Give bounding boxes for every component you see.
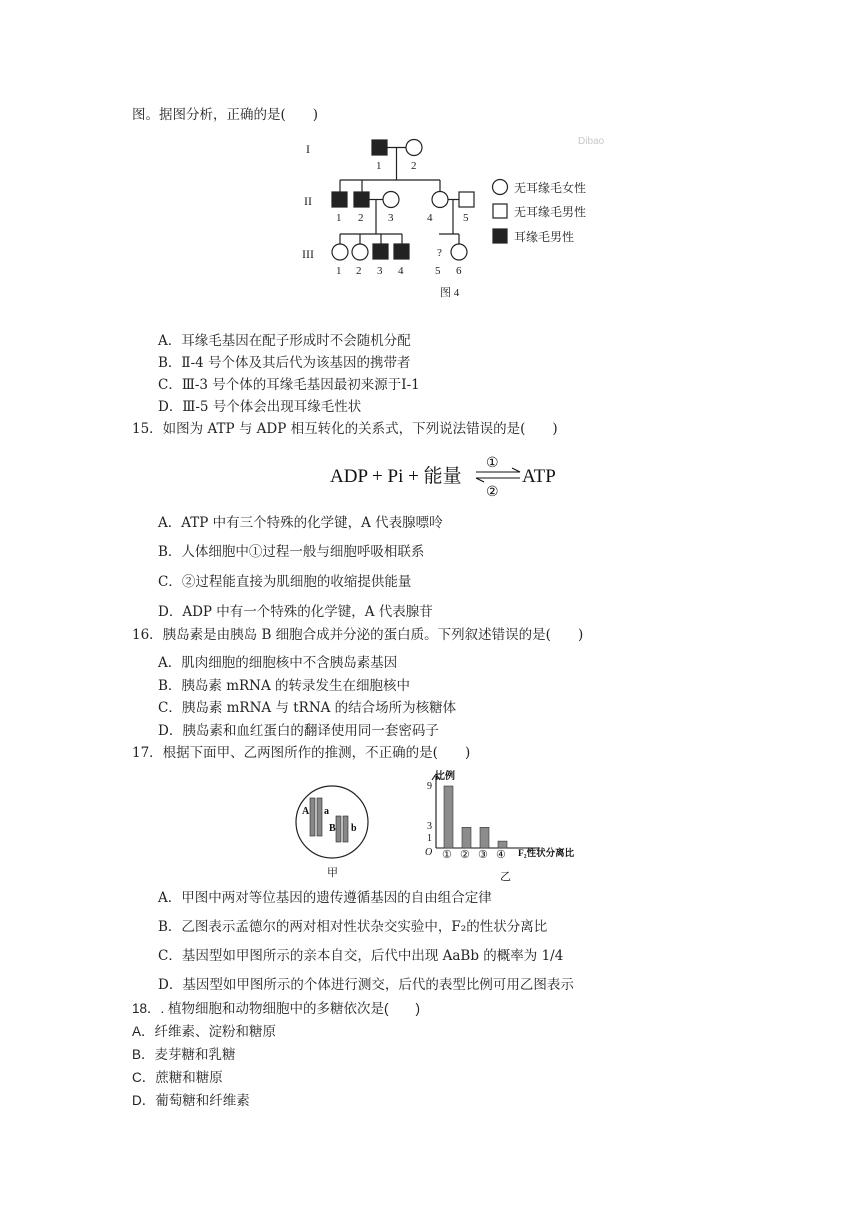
pedigree-figure	[296, 132, 616, 302]
gen1-female	[406, 140, 422, 156]
gen2-4-female	[432, 192, 448, 208]
legend-affected-male-icon	[493, 229, 507, 243]
q18-option-c: C．蔗糖和糖原	[132, 1070, 223, 1085]
question-16-stem: 16．胰岛素是由胰岛 B 细胞合成并分泌的蛋白质。下列叙述错误的是( )	[132, 627, 584, 643]
ytick-3: 3	[427, 821, 432, 832]
q16-option-b: B．胰岛素 mRNA 的转录发生在细胞核中	[158, 678, 411, 694]
gen3-4-male-affected	[394, 244, 409, 259]
gen-label-I: I	[306, 142, 310, 156]
gen-label-II: II	[304, 194, 312, 208]
bar-4	[498, 841, 507, 848]
bar-1	[444, 786, 453, 848]
equation-label-2: ②	[486, 485, 499, 500]
bar-2	[462, 827, 471, 848]
question-mark: ?	[437, 247, 442, 259]
ytick-9: 9	[427, 781, 432, 792]
question-14-stem: 图。据图分析，正确的是( )	[132, 107, 319, 123]
svg-text:a: a	[324, 806, 329, 817]
gen2-1-male-affected	[332, 192, 347, 207]
figure-yi-caption: 乙	[500, 871, 511, 883]
bar-3	[480, 827, 489, 848]
q15-option-a: A．ATP 中有三个特殊的化学键，A 代表腺嘌呤	[158, 515, 443, 531]
gen1-male-affected	[372, 140, 387, 155]
chart-origin: O	[425, 847, 433, 858]
chromosome-b	[343, 816, 348, 842]
svg-text:4: 4	[427, 212, 433, 224]
equation-right: ATP	[522, 466, 556, 487]
q16-option-c: C．胰岛素 mRNA 与 tRNA 的结合场所为核糖体	[158, 700, 457, 716]
q14-option-a: A．耳缘毛基因在配子形成时不会随机分配	[158, 333, 411, 349]
q15-option-b: B．人体细胞中①过程一般与细胞呼吸相联系	[158, 544, 425, 560]
chart-xlabel: F₂性状分离比	[518, 849, 575, 859]
atp-equation	[326, 450, 566, 500]
gen3-6-female	[451, 244, 467, 260]
watermark: Dibao	[578, 136, 605, 147]
category-label-3: ③	[478, 849, 488, 861]
legend-affected-label: 耳缘毛男性	[514, 230, 575, 244]
figure-caption: 图 4	[440, 287, 460, 299]
svg-text:1: 1	[336, 265, 342, 277]
category-label-2: ②	[460, 849, 470, 861]
gen-label-III: III	[302, 247, 314, 261]
chromosome-A	[310, 798, 315, 836]
svg-text:6: 6	[456, 265, 462, 277]
q17-option-a: A．甲图中两对等位基因的遗传遵循基因的自由组合定律	[158, 890, 492, 906]
figure-jia-caption: 甲	[327, 867, 338, 879]
equation-label-1: ①	[486, 456, 499, 471]
chromosome-B	[336, 816, 341, 842]
q14-option-b: B．Ⅱ-4 号个体及其后代为该基因的携带者	[158, 355, 411, 371]
svg-text:1: 1	[376, 160, 382, 172]
svg-text:A: A	[302, 806, 310, 817]
legend-female-icon	[493, 180, 508, 195]
svg-text:3: 3	[388, 212, 394, 224]
category-label-1: ①	[442, 849, 452, 861]
svg-text:2: 2	[358, 212, 364, 224]
gen2-2-male-affected	[354, 192, 369, 207]
figure-yi-chart	[418, 768, 618, 886]
q16-option-a: A．肌肉细胞的细胞核中不含胰岛素基因	[158, 655, 398, 671]
svg-text:5: 5	[463, 212, 469, 224]
q15-option-c: C．②过程能直接为肌细胞的收缩提供能量	[158, 574, 412, 590]
q18-option-d: D．葡萄糖和纤维素	[132, 1093, 250, 1108]
svg-text:b: b	[351, 823, 357, 834]
gen3-3-male-affected	[373, 244, 388, 259]
q17-option-c: C．基因型如甲图所示的亲本自交，后代中出现 AaBb 的概率为 1/4	[158, 948, 564, 964]
q18-option-b: B．麦芽糖和乳糖	[132, 1047, 236, 1062]
gen2-5-male	[459, 192, 474, 207]
ytick-1: 1	[427, 833, 432, 844]
equation-left: ADP + Pi + 能量	[330, 466, 462, 487]
q18-option-a: A．纤维素、淀粉和糖原	[132, 1024, 277, 1039]
q17-option-d: D．基因型如甲图所示的个体进行测交，后代的表型比例可用乙图表示	[158, 977, 574, 993]
q14-option-d: D．Ⅲ-5 号个体会出现耳缘毛性状	[158, 399, 362, 415]
q17-option-b: B．乙图表示孟德尔的两对相对性状杂交实验中，F₂的性状分离比	[158, 919, 548, 935]
legend-male-label: 无耳缘毛男性	[514, 205, 587, 219]
question-18-stem: 18．. 植物细胞和动物细胞中的多糖依次是( )	[132, 1001, 421, 1016]
gen3-2-female	[352, 244, 368, 260]
chart-ylabel: 比例	[435, 771, 455, 782]
q15-option-d: D．ADP 中有一个特殊的化学键，A 代表腺苷	[158, 604, 433, 620]
question-15-stem: 15．如图为 ATP 与 ADP 相互转化的关系式，下列说法错误的是( )	[132, 421, 558, 437]
category-label-4: ④	[496, 849, 506, 861]
svg-text:2: 2	[411, 160, 417, 172]
svg-text:4: 4	[398, 265, 404, 277]
question-17-stem: 17．根据下面甲、乙两图所作的推测，不正确的是( )	[132, 745, 471, 761]
legend-female-label: 无耳缘毛女性	[514, 181, 587, 195]
gen3-1-female	[332, 244, 348, 260]
figure-jia	[292, 784, 374, 884]
svg-text:3: 3	[377, 265, 383, 277]
q14-option-c: C．Ⅲ-3 号个体的耳缘毛基因最初来源于Ⅰ-1	[158, 377, 420, 393]
legend-male-icon	[493, 204, 507, 218]
q16-option-d: D．胰岛素和血红蛋白的翻译使用同一套密码子	[158, 723, 439, 739]
svg-text:B: B	[329, 823, 336, 834]
chromosome-a	[317, 798, 322, 836]
svg-text:2: 2	[356, 265, 362, 277]
gen2-3-female	[383, 192, 399, 208]
svg-text:5: 5	[435, 265, 441, 277]
svg-text:1: 1	[336, 212, 342, 224]
